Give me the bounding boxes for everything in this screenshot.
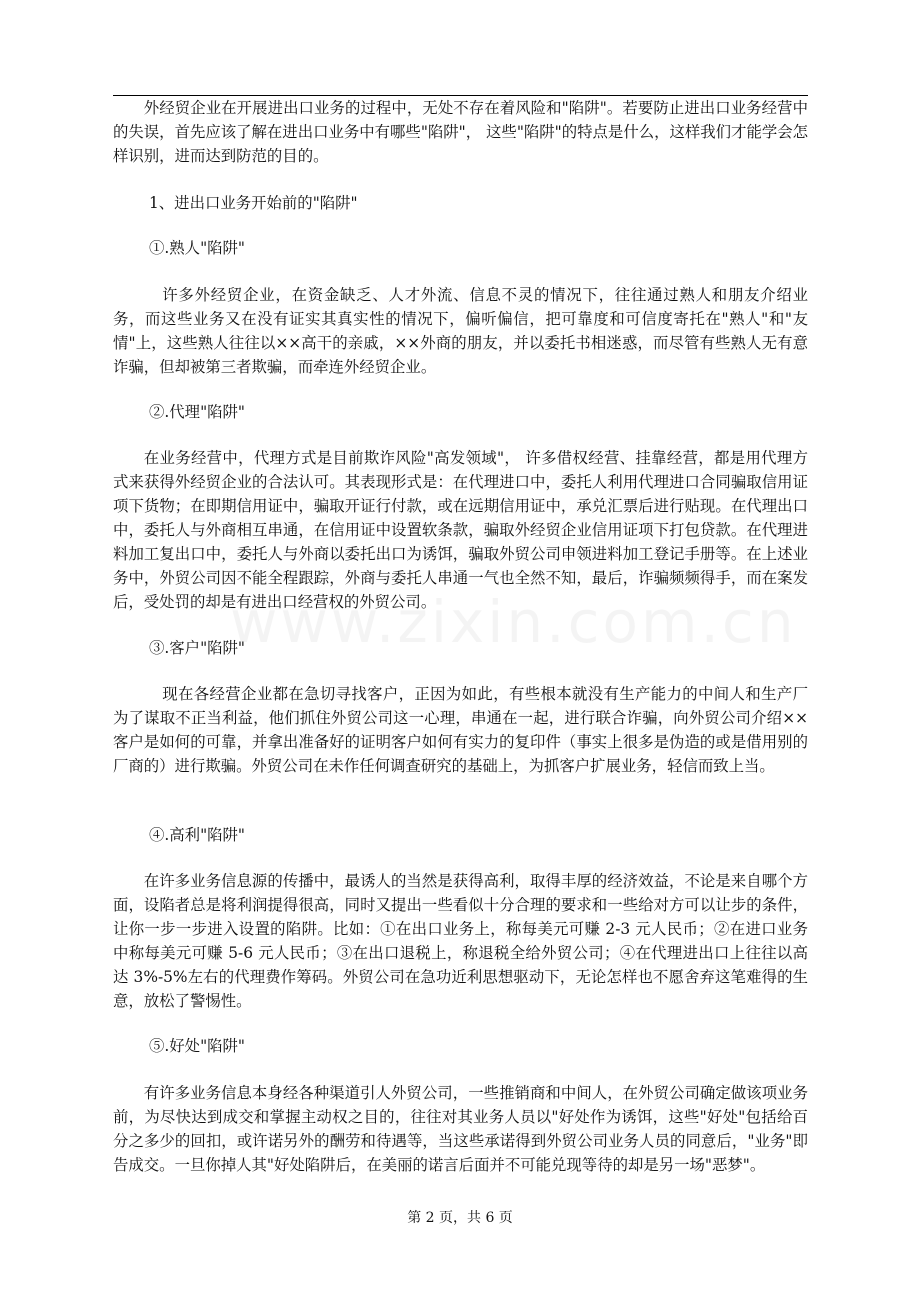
item-heading-3: ③.客户"陷阱" xyxy=(149,639,246,657)
item-heading-1: ①.熟人"陷阱" xyxy=(149,239,246,257)
item-body-2: 在业务经营中，代理方式是目前欺诈风险"高发领域"， 许多借权经营、挂靠经营，都是用代理方式来获得外经贸企业的合法认可。其表现形式是：在代理进口中，委托人利用代理进口合同骗取信用证项下货物；在即期信用证中，骗取开证行付款，或在远期信用证中，承兑汇票后进行贴现。在代理出口中，委托人与外商相互串通，在信用证中设置软条款，骗取外经贸企业信用证项下打包贷款。在代理进料加工复出口中，委托人与外商以委托出口为诱饵，骗取外贸公司申领进料加工登记手册等。在上述业务中，外贸公司因不能全程跟踪，外商与委托人串通一气也全然不知，最后，诈骗频频得手，而在案发后，受处罚的却是有进出口经营权的外贸公司。 xyxy=(113,449,808,611)
page-footer: 第 2 页，共 6 页 xyxy=(407,1210,513,1226)
item-body-4: 在许多业务信息源的传播中，最诱人的当然是获得高利，取得丰厚的经济效益，不论是来自哪个方面，设陷者总是将利润提得很高，同时又提出一些看似十分合理的要求和一些给对方可以让步的条件，让你一步一步进入设置的陷阱。比如：①在出口业务上，称每美元可赚 2-3 元人民币；②在进口业务中称每美元可赚 5-6 元人民币；③在出口退税上，称退税全给外贸公司；④在代理进出口上往往以高达 3%-5%左右的代理费作筹码。外贸公司在急功近利思想驱动下，无论怎样也不愿舍弃这笔难得的生意，放松了警惕性。 xyxy=(113,872,808,1010)
intro-paragraph: 外经贸企业在开展进出口业务的过程中，无处不存在着风险和"陷阱"。若要防止进出口业务经营中的失误，首先应该了解在进出口业务中有哪些"陷阱"， 这些"陷阱"的特点是什么，这样我们才能学会怎样识别，进而达到防范的目的。 xyxy=(113,99,809,165)
item-body-1: 许多外经贸企业，在资金缺乏、人才外流、信息不灵的情况下，往往通过熟人和朋友介绍业务，而这些业务又在没有证实其真实性的情况下，偏听偏信，把可靠度和可信度寄托在"熟人"和"友情"上，这些熟人往往以××高干的亲戚，××外商的朋友，并以委托书相迷惑，而尽管有些熟人无有意诈骗，但却被第三者欺骗，而牵连外经贸企业。 xyxy=(113,286,808,376)
item-heading-2: ②.代理"陷阱" xyxy=(149,403,246,421)
item-body-3: 现在各经营企业都在急切寻找客户，正因为如此，有些根本就没有生产能力的中间人和生产厂为了谋取不正当利益，他们抓住外贸公司这一心理，串通在一起，进行联合诈骗，向外贸公司介绍××客户是如何的可靠，并拿出准备好的证明客户如何有实力的复印件（事实上很多是伪造的或是借用别的厂商的）进行欺骗。外贸公司在未作任何调查研究的基础上，为抓客户扩展业务，轻信而致上当。 xyxy=(113,685,808,775)
item-heading-5: ⑤.好处"陷阱" xyxy=(149,1037,246,1055)
section-heading: 1、进出口业务开始前的"陷阱" xyxy=(149,194,358,212)
item-heading-4: ④.高利"陷阱" xyxy=(149,826,246,844)
item-body-5: 有许多业务信息本身经各种渠道引人外贸公司，一些推销商和中间人，在外贸公司确定做该项业务前，为尽快达到成交和掌握主动权之目的，往往对其业务人员以"好处作为诱饵，这些"好处"包括给百分之多少的回扣，或许诺另外的酬劳和待遇等，当这些承诺得到外贸公司业务人员的同意后，"业务"即告成交。一旦你掉人其"好处陷阱后，在美丽的诺言后面并不可能兑现等待的却是另一场"恶梦"。 xyxy=(113,1084,808,1174)
